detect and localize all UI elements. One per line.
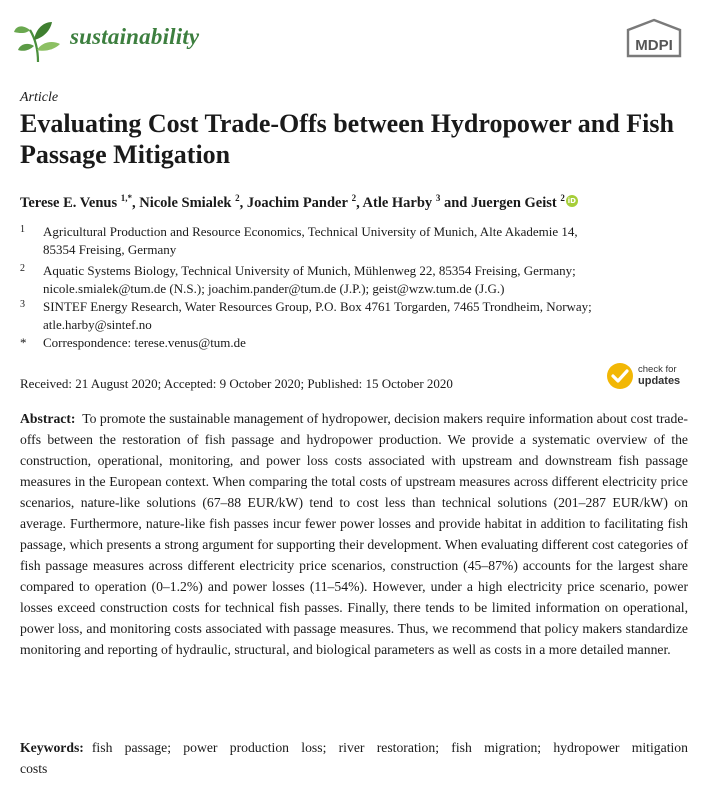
affiliation-text-line: Agricultural Production and Resource Economics, Technical University of Munich, Alte Akademie 14, — [43, 224, 578, 239]
journal-leaf-logo — [12, 16, 64, 64]
abstract-text: To promote the sustainable management of hydropower, decision makers require information about cost trade-offs between the restoration of fish passage and hydropower production. We provide a systematic overview of the construction, operational, monitoring, and power loss costs associated with upstream and downstream fish passage measures in the European context. When comparing the total costs of upstream measures across different electricity price scenarios, nature-like solutions (67–88 EUR/kW) tend to cost less than technical solutions (201–287 EUR/kW) on average. Furthermore, nature-like fish passes incur fewer power losses and provide habitat in addition to facilitating fish passage, which presents a strong argument for supporting their development. When evaluating different cost categories of fish passage measures across different electricity price scenarios, construction (45–87%) accounts for the largest share compared to operation (0–1.2%) and power losses (11–54%). However, under a high electricity price scenario, power losses exceed construction costs for technical fish passes. Finally, there tends to be limited information on operational, power loss, and monitoring costs associated with passage measures. Thus, we recommend that policy makers standardize monitoring and reporting of hydraulic, structural, and biological parameters as well as costs in a more detailed manner. — [20, 411, 688, 657]
check-for-updates-button[interactable] — [606, 362, 696, 392]
affiliation-email-line: nicole.smialek@tum.de (N.S.); joachim.pander@tum.de (J.P.); geist@wzw.tum.de (J.G.) — [43, 281, 505, 296]
abstract-label: Abstract: — [20, 411, 76, 426]
correspondence-mark: * — [20, 335, 27, 350]
author-separator: , — [239, 194, 247, 211]
journal-name: sustainability — [70, 24, 200, 49]
author-name: Juergen Geist — [470, 194, 557, 211]
affiliation-number: 2 — [20, 263, 25, 274]
author-list — [20, 193, 578, 212]
author-affiliation-mark: 3 — [435, 193, 441, 203]
author-affiliation-mark: 1, — [120, 193, 128, 203]
affiliation-email-line: atle.harby@sintef.no — [43, 317, 152, 332]
publisher-name: MDPI — [635, 37, 673, 54]
mdpi-logo — [622, 18, 686, 58]
keywords-text: fish passage; power production loss; river restoration; fish migration; hydropower mitigation costs — [20, 740, 688, 776]
author-separator: and — [440, 194, 471, 211]
article-type: Article — [20, 90, 59, 105]
check-updates-line2: updates — [638, 375, 681, 387]
affiliation-number: 3 — [20, 299, 25, 310]
author-name: Terese E. Venus — [20, 194, 118, 211]
check-mark-icon — [606, 362, 634, 390]
corresponding-mark: * — [127, 193, 132, 203]
author-affiliation-mark: 2 — [351, 193, 357, 203]
paper-title: Evaluating Cost Trade-Offs between Hydropower and Fish Passage Mitigation — [20, 109, 674, 169]
check-updates-line1: check for — [638, 364, 677, 375]
orcid-icon[interactable]: iD — [567, 196, 576, 205]
author-name: Joachim Pander — [246, 194, 348, 211]
author-affiliation-mark: 2 — [235, 193, 240, 203]
author-name: Atle Harby — [362, 194, 433, 211]
affiliation-text-line: Aquatic Systems Biology, Technical University of Munich, Mühlenweg 22, 85354 Freising, Germany; — [43, 263, 576, 278]
author-separator: , — [356, 194, 363, 211]
affiliation-text-line: SINTEF Energy Research, Water Resources Group, P.O. Box 4761 Torgarden, 7465 Trondheim, Norway; — [43, 299, 592, 314]
affiliation-2 — [20, 262, 690, 298]
affiliation-text-line: 85354 Freising, Germany — [43, 242, 177, 257]
affiliation-number: 1 — [20, 224, 25, 235]
correspondence — [20, 334, 690, 352]
publication-dates: Received: 21 August 2020; Accepted: 9 October 2020; Published: 15 October 2020 — [20, 376, 453, 391]
affiliation-1 — [20, 223, 690, 259]
keywords-label: Keywords: — [20, 740, 84, 755]
author-separator: , — [131, 194, 140, 211]
author-affiliation-mark: 2 — [560, 193, 565, 203]
keywords — [20, 737, 688, 779]
author-name: Nicole Smialek — [139, 194, 232, 211]
abstract — [20, 408, 688, 660]
correspondence-text: Correspondence: terese.venus@tum.de — [43, 335, 246, 350]
affiliation-3 — [20, 298, 690, 334]
